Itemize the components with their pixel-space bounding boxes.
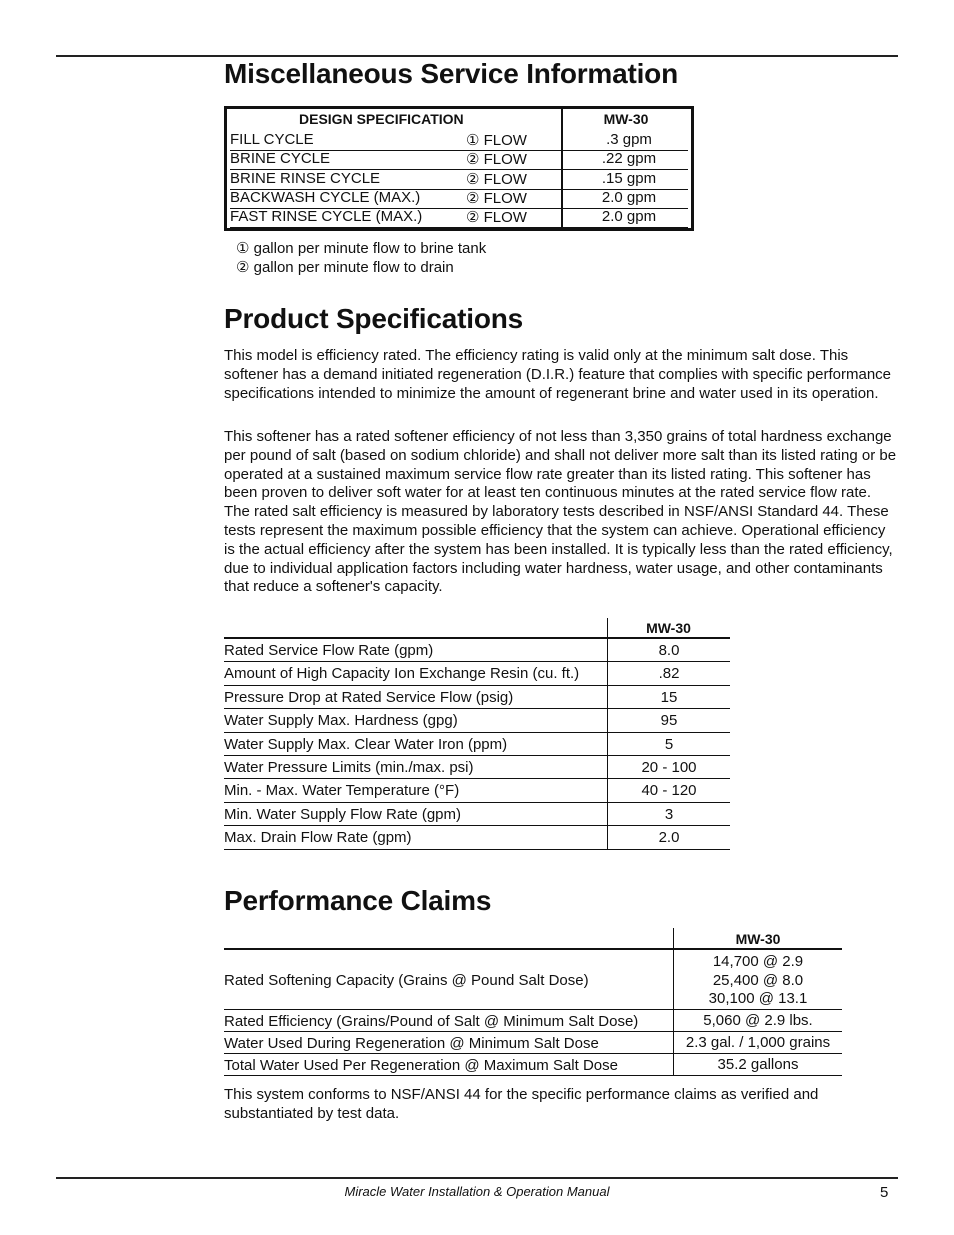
manual-title: Miracle Water Installation & Operation Manual (344, 1184, 610, 1199)
row-underline (230, 227, 688, 228)
spec-value: 95 (660, 712, 678, 730)
table-row (224, 803, 730, 826)
perf-value: 5,060 @ 2.9 lbs. (703, 1012, 813, 1029)
spec-label: Min. Water Supply Flow Rate (gpm) (224, 805, 462, 823)
design-row-value: 2.0 gpm (601, 189, 657, 206)
spec-label: Max. Drain Flow Rate (gpm) (224, 829, 412, 847)
performance-title: Performance Claims (224, 885, 492, 916)
perf-value: 35.2 gallons (717, 1056, 799, 1073)
table-row (224, 826, 730, 849)
design-row-value: .15 gpm (601, 170, 657, 187)
spec-label: Water Supply Max. Clear Water Iron (ppm) (224, 735, 508, 753)
table-row (224, 686, 730, 709)
design-row-label: BACKWASH CYCLE (MAX.) (230, 189, 421, 206)
spec-value: 5 (664, 735, 674, 753)
design-row-flow: ① FLOW (466, 132, 527, 149)
design-row-value: .22 gpm (601, 150, 657, 167)
product-paragraph-1: This model is efficiency rated. The efficiency rating is valid only at the minimum salt dose. This softener has a demand initiated regeneration (D.I.R.) feature that complies with specific performance specifications intended to minimize the amount of regenerant brine and water used in its operation. (224, 347, 892, 402)
spec-value: 8.0 (658, 642, 680, 659)
table-row (224, 756, 730, 779)
perf-capacity-value: 14,700 @ 2.9 (712, 953, 804, 970)
design-row-flow: ② FLOW (466, 151, 527, 168)
design-row-flow: ② FLOW (466, 171, 527, 188)
design-spec-header: DESIGN SPECIFICATION (299, 111, 464, 127)
bottom-rule (56, 1177, 898, 1179)
misc-title: Miscellaneous Service Information (224, 58, 678, 89)
perf-value: 2.3 gal. / 1,000 grains (685, 1034, 831, 1051)
design-row-value: .3 gpm (606, 131, 652, 148)
table-row (224, 1010, 842, 1032)
design-row-value: 2.0 gpm (601, 208, 657, 225)
page-number: 5 (880, 1184, 889, 1201)
flow-note: ① gallon per minute flow to brine tank (236, 240, 487, 257)
row-rule (224, 1075, 842, 1076)
design-spec-table (224, 106, 694, 231)
design-row-label: BRINE RINSE CYCLE (230, 170, 381, 187)
spec-label: Pressure Drop at Rated Service Flow (psig) (224, 688, 514, 706)
spec-value: .82 (658, 665, 680, 683)
top-rule (56, 55, 898, 57)
design-row-flow: ② FLOW (466, 209, 527, 226)
spec-value: 3 (664, 805, 674, 823)
spec-value: 40 - 120 (641, 782, 697, 800)
table-row (224, 709, 730, 732)
table-row (224, 733, 730, 756)
table-row (224, 662, 730, 685)
row-rule (224, 849, 730, 850)
perf-capacity-value: 25,400 @ 8.0 (712, 971, 804, 989)
design-row-flow: ② FLOW (466, 190, 527, 207)
perf-model-header: MW-30 (735, 931, 781, 947)
product-paragraph-2: This softener has a rated softener efficiency of not less than 3,350 grains of total hardness exchange per pound of salt (based on sodium chloride) and shall not deliver more salt than its listed rating or be operated at a sustained maximum service flow rate greater than its listed rating. This softener has been proven to deliver soft water for at least ten continuous minutes at the rated service flow rate. The rated salt efficiency is measured by laboratory tests described in NSF/ANSI Standard 44. These tests represent the maximum possible efficiency that the system can achieve. Operational efficiency is the actual efficiency after the system has been installed. It is typically less than the rated efficiency, due to individual application factors including water hardness, water usage, and other contaminants that reduce a softener's capacity. (224, 428, 897, 596)
table-row (224, 1054, 842, 1076)
spec-value: 2.0 (658, 829, 680, 847)
perf-capacity-value: 30,100 @ 13.1 (708, 990, 808, 1008)
performance-footnote: This system conforms to NSF/ANSI 44 for the specific performance claims as verified and substantiated by test data. (224, 1086, 819, 1122)
spec-label: Water Supply Max. Hardness (gpg) (224, 712, 458, 730)
design-row-label: BRINE CYCLE (230, 150, 331, 167)
design-row-label: FAST RINSE CYCLE (MAX.) (230, 208, 423, 225)
perf-label: Rated Softening Capacity (Grains @ Pound Salt Dose) (224, 972, 589, 989)
spec-label: Amount of High Capacity Ion Exchange Resin (cu. ft.) (224, 665, 580, 683)
design-model-header: MW-30 (603, 111, 649, 127)
flow-note: ② gallon per minute flow to drain (236, 259, 454, 276)
spec-value: 20 - 100 (641, 759, 697, 776)
perf-label: Rated Efficiency (Grains/Pound of Salt @ Minimum Salt Dose) (224, 1013, 639, 1030)
perf-label: Total Water Used Per Regeneration @ Maximum Salt Dose (224, 1057, 618, 1074)
perf-label: Water Used During Regeneration @ Minimum Salt Dose (224, 1035, 599, 1052)
spec-label: Min. - Max. Water Temperature (°F) (224, 782, 460, 800)
product-title: Product Specifications (224, 303, 523, 334)
spec-label: Water Pressure Limits (min./max. psi) (224, 759, 474, 776)
spec-model-header: MW-30 (646, 620, 691, 636)
spec-label: Rated Service Flow Rate (gpm) (224, 642, 434, 659)
design-row-label: FILL CYCLE (230, 131, 314, 148)
table-row (224, 639, 730, 662)
table-row (224, 1032, 842, 1054)
table-row (224, 779, 730, 802)
spec-value: 15 (660, 688, 678, 706)
table-row (224, 950, 842, 1010)
